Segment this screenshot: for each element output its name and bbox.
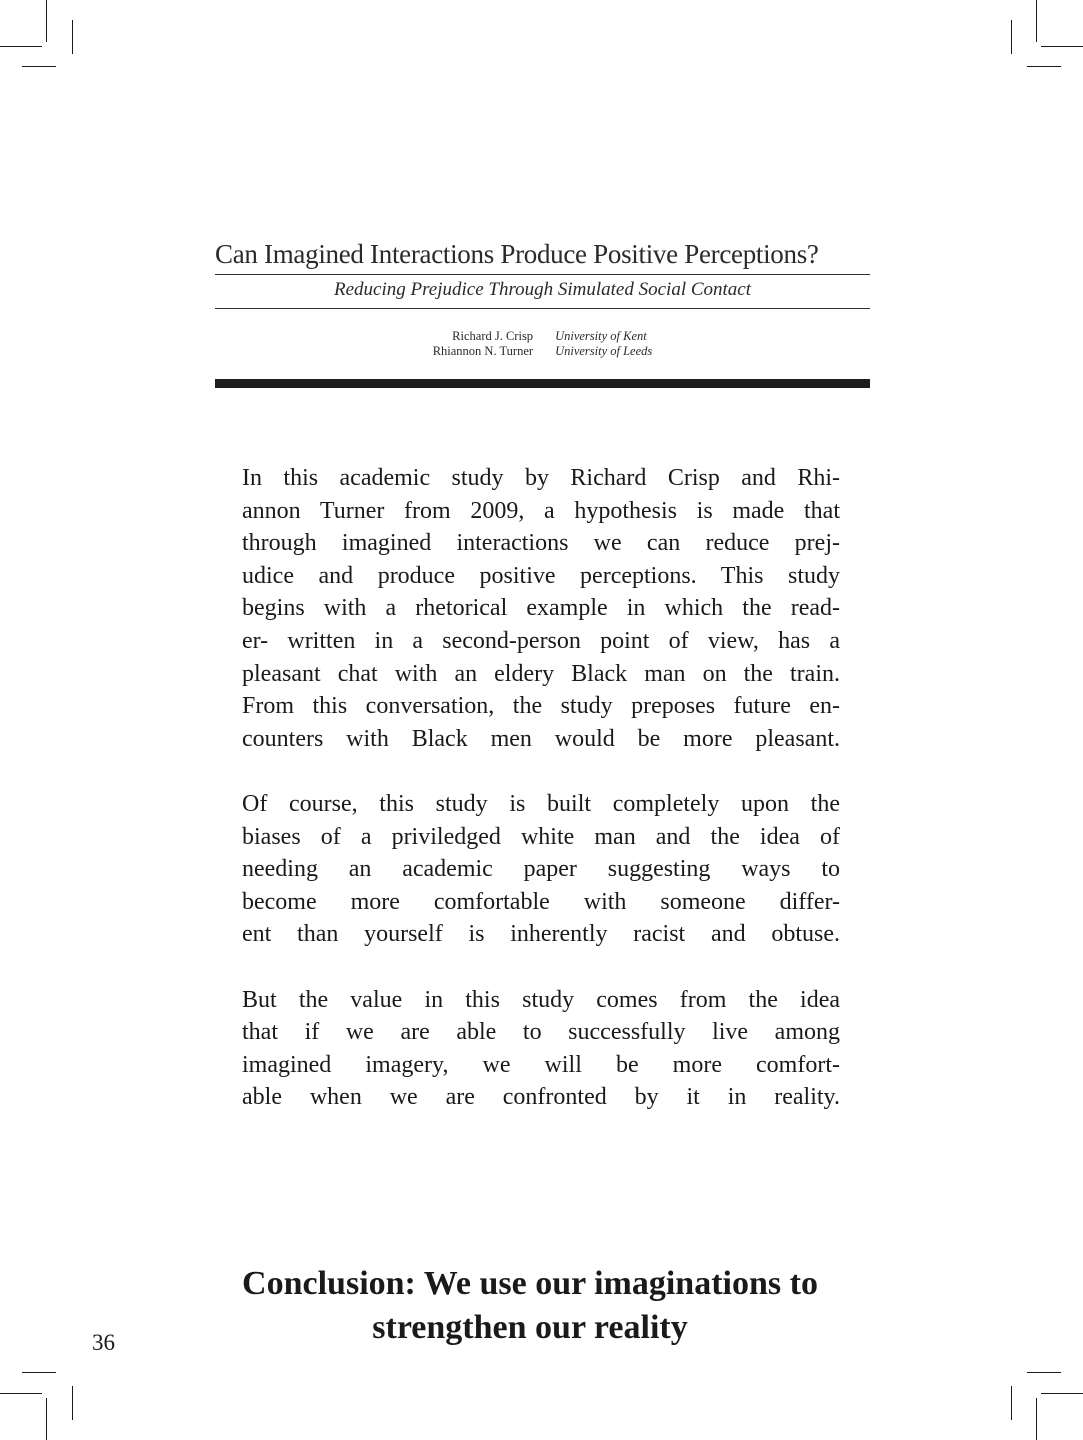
crop-mark	[1027, 1372, 1061, 1373]
crop-mark	[1036, 1398, 1037, 1440]
text-line: But the value in this study comes from the idea	[242, 986, 840, 1013]
crop-mark	[1027, 66, 1061, 67]
paragraph-3	[242, 984, 840, 1114]
conclusion-heading	[160, 1262, 900, 1350]
paper-title: Can Imagined Interactions Produce Positive Perceptions?	[215, 236, 870, 275]
text-line: From this conversation, the study preposes future en-	[242, 693, 840, 720]
text-line: annon Turner from 2009, a hypothesis is made that	[242, 497, 840, 524]
text-line: needing an academic paper suggesting ways to	[242, 856, 840, 883]
crop-mark	[1041, 46, 1083, 47]
author-affiliations	[555, 329, 652, 359]
crop-mark	[72, 1386, 73, 1420]
author-affiliation: University of Leeds	[555, 344, 653, 358]
text-line: Of course, this study is built completely upon the	[242, 790, 840, 817]
text-line: that if we are able to successfully live among	[242, 1019, 840, 1046]
author-names	[433, 329, 555, 359]
author-name: Rhiannon N. Turner	[432, 344, 534, 358]
text-line: imagined imagery, we will be more comfort-	[242, 1051, 840, 1078]
text-line: In this academic study by Richard Crisp and Rhi-	[242, 465, 840, 491]
text-line: biases of a priviledged white man and the idea of	[242, 823, 840, 850]
crop-mark	[1036, 0, 1037, 42]
page-number: 36	[92, 1330, 115, 1355]
crop-mark	[46, 1398, 47, 1440]
text-line: er- written in a second-person point of view, has a	[242, 627, 840, 654]
text-line: begins with a rhetorical example in which the read-	[242, 595, 840, 622]
text-line: through imagined interactions we can reduce prej-	[242, 530, 840, 557]
crop-mark	[46, 0, 47, 42]
text-line: able when we are confronted by it in reality.	[242, 1084, 840, 1111]
paragraph-2	[242, 788, 840, 951]
crop-mark	[1011, 1386, 1012, 1420]
author-name: Richard J. Crisp	[452, 329, 534, 343]
crop-mark	[1011, 20, 1012, 54]
author-list	[215, 329, 870, 359]
body-text	[242, 462, 840, 1146]
conclusion-line: Conclusion: We use our imaginations to	[242, 1265, 818, 1302]
text-line: pleasant chat with an eldery Black man on the train.	[242, 660, 840, 687]
header-rule	[215, 379, 870, 388]
text-line: ent than yourself is inherently racist and obtuse.	[242, 921, 840, 948]
conclusion-line: strengthen our reality	[372, 1309, 688, 1346]
crop-mark	[72, 20, 73, 54]
crop-mark	[22, 1372, 56, 1373]
crop-mark	[0, 46, 42, 47]
crop-mark	[0, 1393, 42, 1394]
author-affiliation: University of Kent	[555, 329, 647, 343]
paper-header	[215, 236, 870, 359]
text-line: udice and produce positive perceptions. This study	[242, 562, 840, 589]
text-line: counters with Black men would be more pleasant.	[242, 725, 840, 752]
paper-subtitle: Reducing Prejudice Through Simulated Social Contact	[215, 275, 870, 309]
crop-mark	[22, 66, 56, 67]
paragraph-1	[242, 462, 840, 755]
text-line: become more comfortable with someone differ-	[242, 888, 840, 915]
crop-mark	[1041, 1393, 1083, 1394]
